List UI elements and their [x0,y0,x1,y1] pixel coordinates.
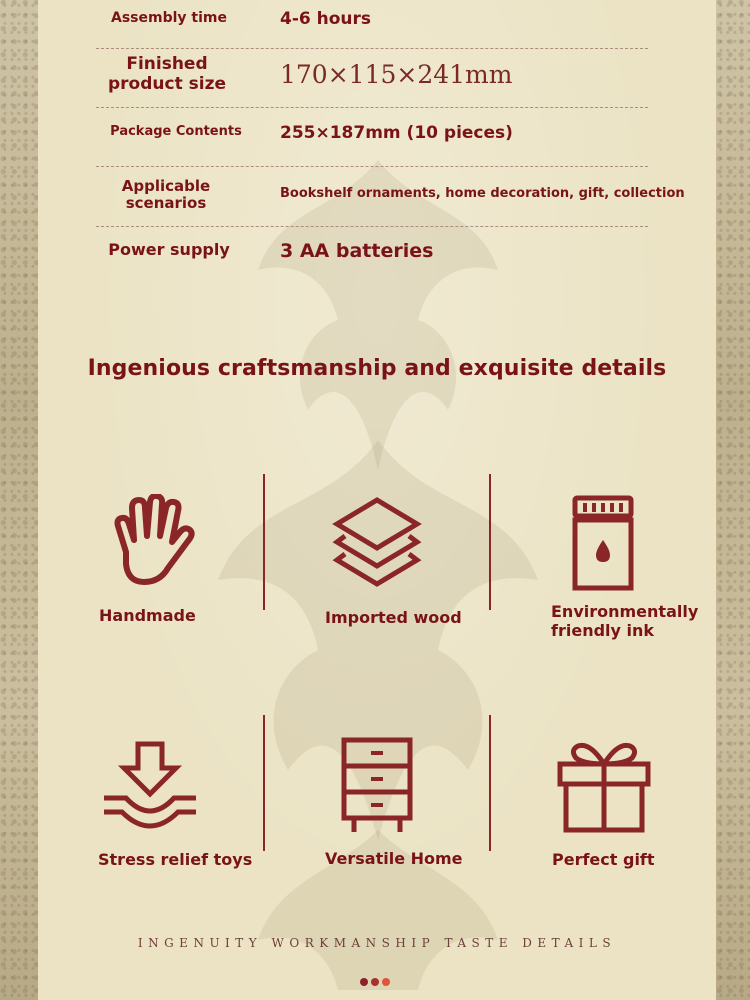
drawer-cabinet-icon [340,736,414,834]
divider [263,715,265,851]
layers-icon [331,496,423,590]
feature-label-stress-relief: Stress relief toys [98,850,253,869]
spec-label: Power supply [108,240,230,259]
spec-value: 3 AA batteries [280,240,434,262]
spec-label: Finished product size [108,54,226,94]
spec-value: 170×115×241mm [280,60,513,89]
dot [371,978,379,986]
page-dots [360,971,393,990]
feature-label-perfect-gift: Perfect gift [552,850,655,869]
hand-icon [104,494,200,590]
divider [489,715,491,851]
divider [263,474,265,610]
spec-row-product-size [96,48,648,108]
press-down-icon [100,740,200,834]
dot [382,978,390,986]
spec-label: Applicable scenarios [121,177,211,213]
ink-bottle-icon [570,495,636,591]
feature-label-ink: Environmentally friendly ink [551,602,699,641]
feature-label-versatile-home: Versatile Home [325,849,463,868]
spec-row-power-supply [96,226,648,276]
spec-value: Bookshelf ornaments, home decoration, gift, collection [280,186,685,201]
feature-label-imported-wood: Imported wood [325,608,462,627]
spec-row-scenarios [96,166,685,227]
spec-label: Package Contents [110,124,242,139]
feature-label-handmade: Handmade [99,606,196,625]
dot [360,978,368,986]
content-panel [38,0,716,1000]
spec-label: Assembly time [111,10,227,26]
spec-value: 4-6 hours [280,9,372,29]
paper-edge-right [716,0,750,1000]
paper-edge-left [0,0,38,1000]
spec-value: 255×187mm (10 pieces) [280,123,513,143]
spec-row-package-contents [96,107,648,167]
spec-row-assembly-time [96,0,648,49]
section-heading: Ingenious craftsmanship and exquisite details [87,356,667,381]
gift-box-icon [556,738,652,834]
divider [489,474,491,610]
tagline: INGENUITY WORKMANSHIP TASTE DETAILS [137,936,617,950]
